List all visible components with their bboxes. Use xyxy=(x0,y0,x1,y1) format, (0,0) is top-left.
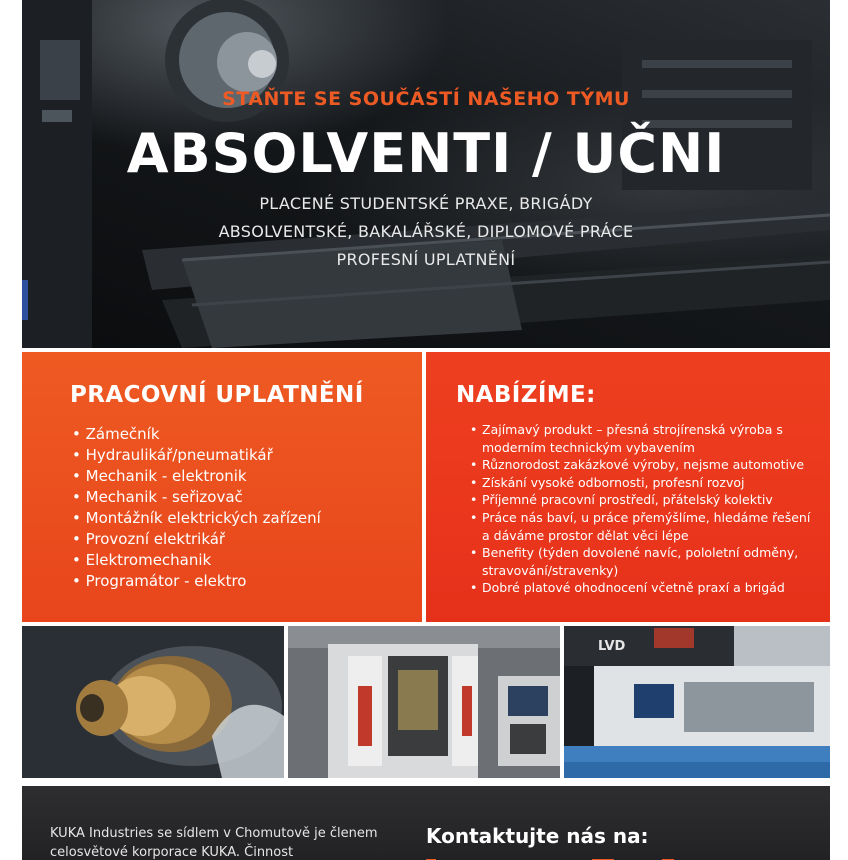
machining-center-photo-icon xyxy=(288,626,560,778)
offers-heading: NABÍZÍME: xyxy=(456,382,596,408)
list-item: • Příjemné pracovní prostředí, přátelský kolektiv xyxy=(470,491,820,509)
hero-subline-1: PLACENÉ STUDENTSKÉ PRAXE, BRIGÁDY xyxy=(259,194,593,213)
hero-tagline: STAŇTE SE SOUČÁSTÍ NAŠEHO TÝMU xyxy=(222,88,630,110)
contact-heading: Kontaktujte nás na: xyxy=(426,824,649,848)
list-item: • Mechanik - elektronik xyxy=(72,466,321,487)
photo-machining-center xyxy=(288,626,560,778)
spindle-photo-icon xyxy=(22,626,284,778)
company-description: KUKA Industries se sídlem v Chomutově je členem celosvětové korporace KUKA. Činnost xyxy=(50,826,378,860)
hero-subline-3: PROFESNÍ UPLATNĚNÍ xyxy=(336,250,516,269)
list-item: • Zámečník xyxy=(72,424,321,445)
list-item: • Dobré platové ohodnocení včetně praxí a brigád xyxy=(470,579,820,597)
laser-machine-photo-icon xyxy=(564,626,830,778)
photo-laser-machine xyxy=(564,626,830,778)
list-item: • Získání vysoké odbornosti, profesní rozvoj xyxy=(470,474,820,492)
list-item: • Zajímavý produkt – přesná strojírenská výroba s moderním technickým vybavením xyxy=(470,421,820,456)
offers-list xyxy=(470,421,820,597)
hero-subline-2: ABSOLVENTSKÉ, BAKALÁŘSKÉ, DIPLOMOVÉ PRÁCE xyxy=(218,222,634,241)
list-item: • Provozní elektrikář xyxy=(72,529,321,550)
offers-panel xyxy=(426,352,830,622)
photo-spindle xyxy=(22,626,284,778)
list-item: • Benefity (týden dovolené navíc, pololetní odměny, stravování/stravenky) xyxy=(470,544,820,579)
list-item: • Programátor - elektro xyxy=(72,571,321,592)
jobs-list xyxy=(72,424,321,592)
contact-email-cropped xyxy=(426,852,786,860)
list-item: • Montážník elektrických zařízení xyxy=(72,508,321,529)
hero-title: ABSOLVENTI / UČNI xyxy=(126,122,726,185)
jobs-panel xyxy=(22,352,422,622)
jobs-heading: PRACOVNÍ UPLATNĚNÍ xyxy=(70,382,364,408)
list-item: • Hydraulikář/pneumatikář xyxy=(72,445,321,466)
hero-banner xyxy=(22,0,830,348)
list-item: • Různorodost zakázkové výroby, nejsme automotive xyxy=(470,456,820,474)
list-item: • Mechanik - seřizovač xyxy=(72,487,321,508)
footer xyxy=(22,786,830,860)
machine-brand-label: LVD xyxy=(598,639,626,654)
list-item: • Práce nás baví, u práce přemýšlíme, hledáme řešení a dáváme prostor dělat věci lépe xyxy=(470,509,820,544)
list-item: • Elektromechanik xyxy=(72,550,321,571)
